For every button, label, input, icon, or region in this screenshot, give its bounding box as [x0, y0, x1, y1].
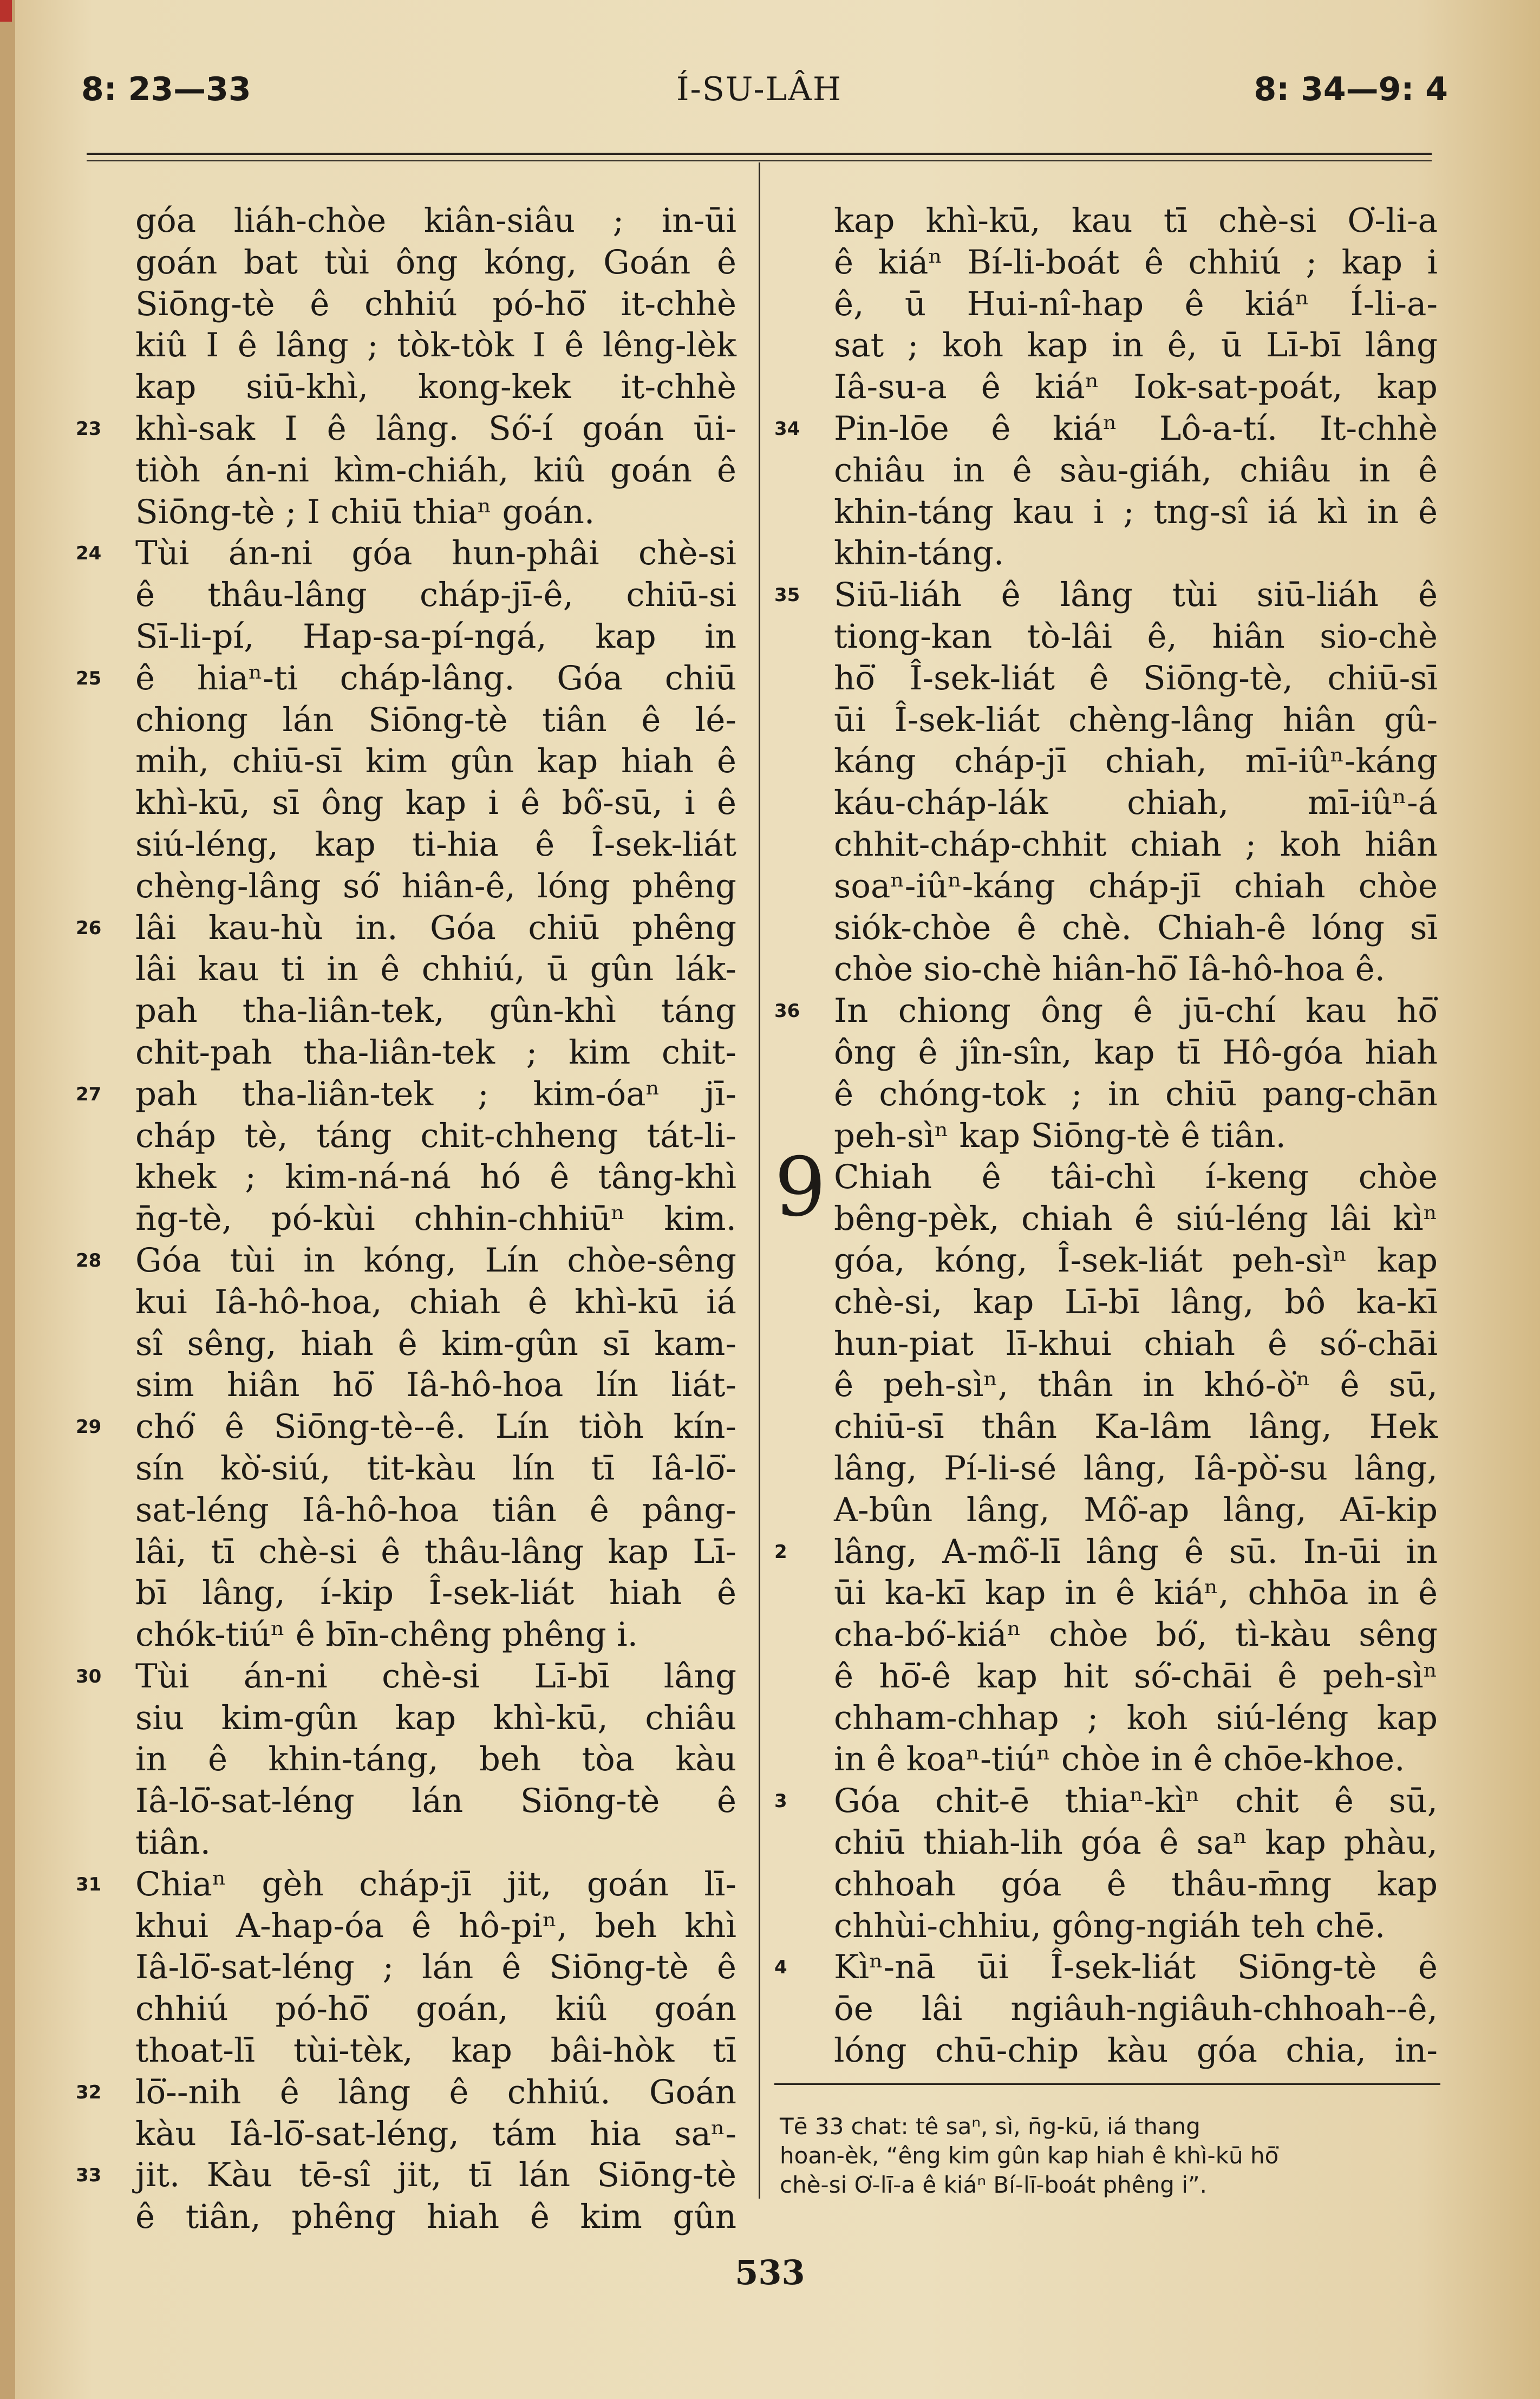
line-text: Góa chit-ē thiaⁿ-kìⁿ chit ê sū,: [834, 1782, 1438, 1821]
verse-number: 30: [76, 1665, 102, 1687]
line-text: soaⁿ-iûⁿ-káng cháp-jī chiah chòe: [834, 866, 1438, 905]
text-line: [834, 1240, 1438, 1282]
text-line: [834, 908, 1438, 949]
text-line: [76, 1656, 736, 1698]
verse-number: 35: [774, 584, 800, 607]
line-text: lâng, Pí-li-sé lâng, Iâ-pò͘-su lâng,: [834, 1449, 1438, 1488]
line-text: goán bat tùi ông kóng, Goán ê: [135, 243, 736, 282]
line-text: ông ê jîn-sîn, kap tī Hô-góa hiah: [834, 1033, 1438, 1072]
text-line: [135, 2114, 736, 2155]
footnote-line: hoan-èk, “êng kim gûn kap hiah ê khì-kū hō͘: [780, 2142, 1279, 2169]
line-text: sî sêng, hiah ê kim-gûn sī kam-: [135, 1324, 736, 1363]
text-line: [834, 325, 1438, 367]
line-text: Iâ-lō͘-sat-léng ; lán ê Siōng-tè ê: [135, 1948, 736, 1987]
text-line: [135, 1614, 736, 1656]
text-line: [834, 1698, 1438, 1739]
text-line: [834, 492, 1438, 533]
text-line: [135, 1739, 736, 1781]
text-line: [135, 1906, 736, 1947]
right-column: [774, 200, 1438, 2072]
line-text: ê peh-sìⁿ, thân in khó-ò͘ⁿ ê sū,: [834, 1366, 1438, 1405]
text-line: [135, 783, 736, 824]
text-line: [135, 616, 736, 658]
text-line: [76, 908, 736, 949]
line-text: in ê khin-táng, beh tòa kàu: [135, 1740, 736, 1779]
text-line: [135, 1822, 736, 1864]
text-line: [135, 1531, 736, 1573]
text-line: [834, 616, 1438, 658]
text-line: [135, 284, 736, 325]
text-line: [834, 700, 1438, 741]
text-line: [834, 1989, 1438, 2030]
text-line: [834, 1573, 1438, 1614]
line-text: káng cháp-jī chiah, mī-iûⁿ-káng: [834, 742, 1438, 781]
text-line: [135, 990, 736, 1032]
verse-number: 29: [76, 1416, 102, 1438]
line-text: ūi Î-sek-liát chèng-lâng hiân gû-: [834, 700, 1438, 739]
verse-number: 23: [76, 418, 102, 440]
text-line: [774, 1531, 1438, 1573]
line-text: Iâ-su-a ê kiáⁿ Iok-sat-poát, kap: [834, 368, 1438, 407]
text-line: [834, 242, 1438, 284]
text-line: [135, 2196, 736, 2238]
text-line: [834, 1116, 1438, 1157]
text-line: [834, 1282, 1438, 1324]
line-text: chhiú pó-hō͘ goán, kiû goán: [135, 1990, 736, 2029]
line-text: mi̍h, chiū-sī kim gûn kap hiah ê: [135, 742, 736, 781]
footnote-line: chè-si O͘-lī-a ê kiáⁿ Bí-lī-boát phêng i”.: [780, 2172, 1207, 2198]
line-text: góa liáh-chòe kiân-siâu ; in-ūi: [135, 201, 736, 240]
text-line: [834, 824, 1438, 866]
line-text: lâng, A-mô͘-lī lâng ê sū. In-ūi in: [834, 1532, 1438, 1571]
line-text: chhoah góa ê thâu-m̄ng kap: [834, 1865, 1438, 1903]
line-text: ê chóng-tok ; in chiū pang-chān: [834, 1074, 1438, 1113]
footnote-rule: [774, 2083, 1440, 2085]
text-line: [834, 1406, 1438, 1448]
text-line: [834, 658, 1438, 700]
verse-number: 3: [774, 1790, 787, 1813]
text-line: [774, 408, 1438, 450]
text-line: [834, 1448, 1438, 1490]
line-text: khin-táng kau i ; tng-sî iá kì in ê: [834, 492, 1438, 531]
line-text: Góa tùi in kóng, Lín chòe-sêng: [135, 1241, 736, 1280]
text-line: [135, 1116, 736, 1157]
text-line: [76, 1864, 736, 1906]
line-text: chiū thiah-lih góa ê saⁿ kap phàu,: [834, 1823, 1438, 1862]
text-line: [135, 575, 736, 616]
text-line: [135, 1947, 736, 1989]
text-line: [135, 1490, 736, 1531]
text-line: [135, 450, 736, 492]
text-line: [834, 367, 1438, 408]
text-line: [834, 866, 1438, 908]
text-line: [834, 783, 1438, 824]
verse-number: 34: [774, 418, 800, 440]
text-line: [834, 450, 1438, 492]
line-text: khek ; kim-ná-ná hó ê tâng-khì: [135, 1158, 736, 1197]
line-text: khì-sak I ê lâng. Só͘-í goán ūi-: [135, 409, 736, 448]
text-line: [774, 1781, 1438, 1822]
text-line: [834, 1822, 1438, 1864]
line-text: pah tha-liân-tek, gûn-khì táng: [135, 992, 736, 1031]
line-text: Chiaⁿ gèh cháp-jī jit, goán lī-: [135, 1865, 736, 1903]
text-line: [834, 1032, 1438, 1074]
line-text: kap siū-khì, kong-kek it-chhè: [135, 368, 736, 407]
text-line: [135, 700, 736, 741]
line-text: Siū-liáh ê lâng tùi siū-liáh ê: [834, 576, 1438, 615]
text-line: [135, 1032, 736, 1074]
line-text: chit-pah tha-liân-tek ; kim chit-: [135, 1033, 736, 1072]
text-line: [135, 1365, 736, 1406]
line-text: n̄g-tè, pó-kùi chhin-chhiūⁿ kim.: [135, 1200, 736, 1238]
text-line: [834, 1074, 1438, 1116]
line-text: In chiong ông ê jū-chí kau hō͘: [834, 992, 1438, 1031]
line-text: Tùi án-ni góa hun-phâi chè-si: [135, 534, 736, 573]
line-text: thoat-lī tùi-tèk, kap bâi-hòk tī: [135, 2031, 736, 2070]
verse-number: 33: [76, 2165, 102, 2187]
text-line: [135, 1781, 736, 1822]
line-text: ê tiân, phêng hiah ê kim gûn: [135, 2198, 736, 2237]
header-book-title: Í-SU-LÂH: [676, 70, 843, 108]
line-text: ūi ka-kī kap in ê kiáⁿ, chhōa in ê: [834, 1574, 1438, 1613]
left-column: [76, 200, 736, 2238]
line-text: kiû I ê lâng ; tòk-tòk I ê lêng-lèk: [135, 326, 736, 365]
line-text: A-bûn lâng, Mô͘-ap lâng, Aī-kip: [834, 1490, 1438, 1529]
text-line: [76, 1406, 736, 1448]
text-line: [834, 2030, 1438, 2072]
line-text: Siōng-tè ê chhiú pó-hō͘ it-chhè: [135, 284, 736, 323]
text-line: [834, 1490, 1438, 1531]
text-line: [774, 575, 1438, 616]
text-line: [834, 284, 1438, 325]
header-rule: [87, 153, 1432, 155]
line-text: chèng-lâng só͘ hiân-ê, lóng phêng: [135, 866, 736, 905]
text-line: [834, 949, 1438, 990]
line-text: siók-chòe ê chè. Chiah-ê lóng sī: [834, 908, 1438, 947]
line-text: chók-tiúⁿ ê bīn-chêng phêng i.: [135, 1615, 638, 1654]
verse-number: 4: [774, 1957, 787, 1979]
line-text: lâi kau-hù in. Góa chiū phêng: [135, 908, 736, 947]
verse-number: 25: [76, 667, 102, 689]
verse-number: 27: [76, 1083, 102, 1105]
text-line: [135, 1698, 736, 1739]
text-line: [135, 824, 736, 866]
verse-number: 28: [76, 1249, 102, 1272]
footnote: [780, 2112, 1440, 2200]
line-text: sat-léng Iâ-hô-hoa tiân ê pâng-: [135, 1490, 736, 1529]
text-line: [834, 1864, 1438, 1906]
line-text: ê hiaⁿ-ti cháp-lâng. Góa chiū: [135, 659, 736, 697]
line-text: tiong-kan tò-lâi ê, hiân sio-chè: [834, 617, 1438, 656]
chapter-number: 9: [774, 1140, 826, 1235]
text-line: [834, 533, 1438, 575]
text-line: [834, 200, 1438, 242]
line-text: sat ; koh kap in ê, ū Lī-bī lâng: [834, 326, 1438, 365]
line-text: siu kim-gûn kap khì-kū, chiâu: [135, 1698, 736, 1737]
line-text: khì-kū, sī ông kap i ê bô͘-sū, i ê: [135, 784, 736, 823]
text-line: [76, 2155, 736, 2196]
verse-number: 32: [76, 2081, 102, 2103]
line-text: chè-si, kap Lī-bī lâng, bô ka-kī: [834, 1282, 1438, 1321]
line-text: pah tha-liân-tek ; kim-óaⁿ jī-: [135, 1074, 736, 1113]
line-text: jit. Kàu tē-sî jit, tī lán Siōng-tè: [135, 2156, 736, 2195]
page-edge: [0, 0, 15, 2399]
column-divider: [759, 162, 760, 2199]
line-text: Tùi án-ni chè-si Lī-bī lâng: [135, 1657, 736, 1696]
line-text: bêng-pèk, chiah ê siú-léng lâi kìⁿ: [834, 1200, 1438, 1238]
text-line: [135, 1573, 736, 1614]
line-text: chhùi-chhiu, gông-ngiáh teh chē.: [834, 1906, 1386, 1945]
line-text: chhit-cháp-chhit chiah ; koh hiân: [834, 825, 1438, 864]
text-line: [76, 658, 736, 700]
line-text: Chiah ê tâi-chì í-keng chòe: [834, 1158, 1438, 1197]
text-line: [135, 741, 736, 783]
text-line: [135, 1448, 736, 1490]
line-text: chiâu in ê sàu-giáh, chiâu in ê: [834, 451, 1438, 490]
line-text: chham-chhap ; koh siú-léng kap: [834, 1698, 1438, 1737]
verse-number: 31: [76, 1873, 102, 1895]
line-text: góa, kóng, Î-sek-liát peh-sìⁿ kap: [834, 1241, 1438, 1280]
text-line: [834, 1324, 1438, 1365]
line-text: tiân.: [135, 1823, 211, 1862]
line-text: chòe sio-chè hiân-hō͘ Iâ-hô-hoa ê.: [834, 950, 1386, 989]
text-line: [834, 1614, 1438, 1656]
text-line: [135, 325, 736, 367]
line-text: lâi kau ti in ê chhiú, ū gûn lák-: [135, 950, 736, 989]
text-line: [834, 1656, 1438, 1698]
line-text: Kìⁿ-nā ūi Î-sek-liát Siōng-tè ê: [834, 1948, 1438, 1987]
line-text: peh-sìⁿ kap Siōng-tè ê tiân.: [834, 1116, 1286, 1155]
header-verse-range-left: 8: 23—33: [81, 70, 251, 108]
text-line: [135, 367, 736, 408]
line-text: hun-piat lī-khui chiah ê só͘-chāi: [834, 1324, 1438, 1363]
text-line: [76, 408, 736, 450]
line-text: hō͘ Î-sek-liát ê Siōng-tè, chiū-sī: [834, 659, 1438, 697]
text-line: [834, 741, 1438, 783]
line-text: Iâ-lō͘-sat-léng lán Siōng-tè ê: [135, 1782, 736, 1821]
line-text: ōe lâi ngiâuh-ngiâuh-chhoah--ê,: [834, 1990, 1438, 2029]
line-text: cha-bó͘-kiáⁿ chòe bó͘, tì-kàu sêng: [834, 1615, 1438, 1654]
line-text: Sī-li-pí, Hap-sa-pí-ngá, kap in: [135, 617, 736, 656]
text-line: [135, 200, 736, 242]
text-line: [774, 990, 1438, 1032]
text-line: [135, 949, 736, 990]
line-text: chiū-sī thân Ka-lâm lâng, Hek: [834, 1407, 1438, 1446]
text-line: [76, 1074, 736, 1116]
line-text: lō͘--nih ê lâng ê chhiú. Goán: [135, 2072, 736, 2111]
line-text: lóng chū-chip kàu góa chia, in-: [834, 2031, 1438, 2070]
header-rule-thin: [87, 160, 1432, 161]
line-text: khin-táng.: [834, 534, 1004, 573]
line-text: sim hiân hō͘ Iâ-hô-hoa lín liát-: [135, 1366, 736, 1405]
text-line: [834, 1906, 1438, 1947]
text-line: [76, 533, 736, 575]
line-text: káu-cháp-lák chiah, mī-iûⁿ-á: [834, 784, 1438, 823]
page-number: 533: [735, 2253, 805, 2292]
line-text: ê kiáⁿ Bí-li-boát ê chhiú ; kap i: [834, 243, 1438, 282]
footnote-line: Tē 33 chat: tê saⁿ, sì, n̄g-kū, iá thang: [780, 2113, 1200, 2140]
text-line: [135, 242, 736, 284]
line-text: kàu Iâ-lō͘-sat-léng, tám hia saⁿ-: [135, 2114, 736, 2153]
verse-number: 24: [76, 543, 102, 565]
text-line: [135, 492, 736, 533]
text-line: [834, 1739, 1438, 1781]
text-line: [135, 1989, 736, 2030]
line-text: Siōng-tè ; I chiū thiaⁿ goán.: [135, 492, 595, 531]
text-line: [135, 1157, 736, 1198]
text-line: [76, 1240, 736, 1282]
corner-stain: [0, 0, 12, 22]
verse-number: 36: [774, 1000, 800, 1022]
line-text: kui Iâ-hô-hoa, chiah ê khì-kū iá: [135, 1282, 736, 1321]
line-text: chó͘ ê Siōng-tè--ê. Lín tiòh kín-: [135, 1407, 736, 1446]
line-text: in ê koaⁿ-tiúⁿ chòe in ê chōe-khoe.: [834, 1740, 1405, 1779]
verse-number: 2: [774, 1541, 787, 1563]
text-line: [135, 1198, 736, 1240]
text-line: [834, 1198, 1438, 1240]
line-text: ê hō͘-ê kap hit só͘-chāi ê peh-sìⁿ: [834, 1657, 1438, 1696]
text-line: [135, 2030, 736, 2072]
line-text: Pin-lōe ê kiáⁿ Lô-a-tí. It-chhè: [834, 409, 1438, 448]
line-text: cháp tè, táng chit-chheng tát-li-: [135, 1116, 736, 1155]
line-text: ê thâu-lâng cháp-jī-ê, chiū-si: [135, 576, 736, 615]
text-line: [774, 1947, 1438, 1989]
line-text: kap khì-kū, kau tī chè-si O͘-li-a: [834, 201, 1438, 240]
header-verse-range-right: 8: 34—9: 4: [1254, 70, 1448, 108]
line-text: khui A-hap-óa ê hô-piⁿ, beh khì: [135, 1906, 736, 1945]
text-line: [834, 1365, 1438, 1406]
line-text: tiòh án-ni kìm-chiáh, kiû goán ê: [135, 451, 736, 490]
text-line: [135, 866, 736, 908]
text-line: [135, 1324, 736, 1365]
line-text: ê, ū Hui-nî-hap ê kiáⁿ Í-li-a-: [834, 284, 1438, 323]
verse-number: 26: [76, 917, 102, 939]
text-line: [135, 1282, 736, 1324]
line-text: sín kò͘-siú, tit-kàu lín tī Iâ-lō͘-: [135, 1449, 736, 1488]
line-text: chiong lán Siōng-tè tiân ê lé-: [135, 700, 736, 739]
line-text: bī lâng, í-kip Î-sek-liát hiah ê: [135, 1574, 736, 1613]
line-text: siú-léng, kap ti-hia ê Î-sek-liát: [135, 825, 736, 864]
text-line: [76, 2072, 736, 2114]
line-text: lâi, tī chè-si ê thâu-lâng kap Lī-: [135, 1532, 736, 1571]
running-header: [70, 65, 1448, 119]
